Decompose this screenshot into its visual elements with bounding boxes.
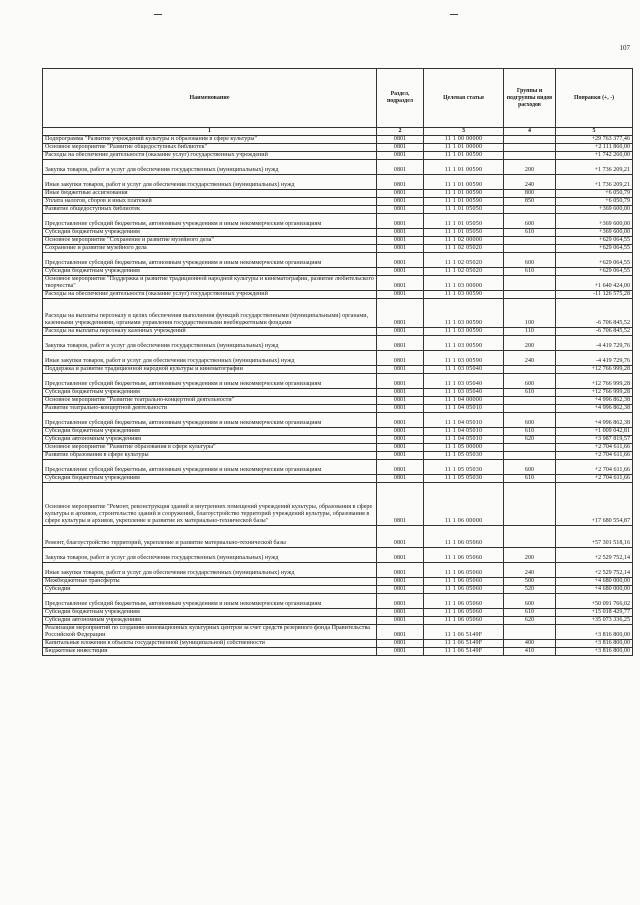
row-name: Закупка товаров, работ и услуг для обеспечения государственных (муниципальных) нужд [43, 160, 377, 175]
col-number: 1 [43, 128, 377, 136]
row-section: 0801 [377, 648, 424, 656]
row-group: 520 [504, 586, 556, 594]
scan-mark [450, 14, 458, 15]
row-target: 11 1 06 05060 [424, 594, 504, 609]
row-name: Ремонт, благоустройство территорий, укрепление и развитие материально-технической базы [43, 526, 377, 548]
row-group [504, 366, 556, 374]
row-amount: +12 766 999,28 [556, 389, 633, 397]
row-section: 0801 [377, 586, 424, 594]
table-row [43, 366, 633, 374]
table-row [43, 299, 633, 328]
row-amount: +2 704 611,66 [556, 452, 633, 460]
row-section: 0801 [377, 237, 424, 245]
row-name: Субсидии бюджетным учреждениям [43, 389, 377, 397]
row-target: 11 1 03 00590 [424, 299, 504, 328]
row-target: 11 1 06 05060 [424, 548, 504, 563]
row-target: 11 1 06 05060 [424, 609, 504, 617]
row-section: 0801 [377, 152, 424, 160]
row-amount: -4 419 729,76 [556, 351, 633, 366]
table-row [43, 526, 633, 548]
row-amount: +6 050,79 [556, 190, 633, 198]
row-name: Основное мероприятие "Развитие образования в сфере культуры" [43, 444, 377, 452]
row-section: 0801 [377, 460, 424, 475]
row-amount: +2 529 752,14 [556, 548, 633, 563]
row-section: 0801 [377, 640, 424, 648]
row-target: 11 1 06 05060 [424, 578, 504, 586]
row-target: 11 1 06 05060 [424, 586, 504, 594]
table-row [43, 336, 633, 351]
col-number: 4 [504, 128, 556, 136]
row-target: 11 1 01 00590 [424, 160, 504, 175]
col-number: 2 [377, 128, 424, 136]
row-amount: +1 736 209,21 [556, 160, 633, 175]
row-amount: +4 996 862,38 [556, 413, 633, 428]
table-row [43, 460, 633, 475]
row-target: 11 1 06 5149F [424, 640, 504, 648]
row-name: Основное мероприятие "Развитие общедоступных библиотек" [43, 144, 377, 152]
row-section: 0801 [377, 328, 424, 336]
row-group [504, 291, 556, 299]
table-row [43, 640, 633, 648]
row-group: 110 [504, 328, 556, 336]
row-name: Субсидии бюджетным учреждениям [43, 428, 377, 436]
row-group [504, 245, 556, 253]
row-name: Расходы на обеспечение деятельности (оказание услуг) государственных учреждений [43, 152, 377, 160]
row-target: 11 1 03 00000 [424, 276, 504, 291]
table-row [43, 144, 633, 152]
row-target: 11 1 01 00590 [424, 198, 504, 206]
row-target: 11 1 03 05040 [424, 374, 504, 389]
row-target: 11 1 05 05030 [424, 452, 504, 460]
row-target: 11 1 06 5149F [424, 625, 504, 640]
row-target: 11 1 01 00590 [424, 175, 504, 190]
row-section: 0801 [377, 175, 424, 190]
table-row [43, 413, 633, 428]
row-group [504, 237, 556, 245]
row-amount: +35 073 336,25 [556, 617, 633, 625]
row-name: Субсидии бюджетным учреждениям [43, 609, 377, 617]
table-row [43, 452, 633, 460]
row-name: Расходы на выплаты персоналу казенных учреждений [43, 328, 377, 336]
table-row [43, 136, 633, 144]
row-amount: -6 706 845,52 [556, 299, 633, 328]
table-row [43, 548, 633, 563]
col-number: 3 [424, 128, 504, 136]
row-name: Капитальные вложения в объекты государственной (муниципальной) собственности [43, 640, 377, 648]
row-name: Расходы на выплаты персоналу в целях обеспечения выполнения функций государственными (муниципальными) органами, казенными учреждениями, органами управления государственными внебюджетными фондами [43, 299, 377, 328]
row-amount: +2 704 611,66 [556, 444, 633, 452]
row-section: 0801 [377, 253, 424, 268]
row-name: Основное мероприятие "Развитие театрально-концертной деятельности" [43, 397, 377, 405]
row-name: Предоставление субсидий бюджетным, автономным учреждениям и иным некоммерческим организациям [43, 460, 377, 475]
row-name: Субсидии бюджетным учреждениям [43, 475, 377, 483]
row-name: Основное мероприятие "Ремонт, реконструкция зданий и внутренних помещений учреждений культуры, образования в сфере культуры и архивов, строительство зданий и сооружений, благоустройство территорий учреждений культуры, образования в сфере культуры и архивов, укрепление и развитие их материально-технической базы" [43, 483, 377, 526]
row-target: 11 1 01 05050 [424, 206, 504, 214]
row-target: 11 1 01 05050 [424, 229, 504, 237]
row-group [504, 397, 556, 405]
row-section: 0801 [377, 428, 424, 436]
row-name: Закупка товаров, работ и услуг для обеспечения государственных (муниципальных) нужд [43, 548, 377, 563]
table-row [43, 328, 633, 336]
row-target: 11 1 06 05060 [424, 526, 504, 548]
row-target: 11 1 04 05010 [424, 413, 504, 428]
table-row [43, 229, 633, 237]
row-amount: +1 640 424,00 [556, 276, 633, 291]
row-amount: +17 680 554,87 [556, 483, 633, 526]
row-section: 0801 [377, 190, 424, 198]
row-name: Закупка товаров, работ и услуг для обеспечения государственных (муниципальных) нужд [43, 336, 377, 351]
row-target: 11 1 05 05030 [424, 460, 504, 475]
row-target: 11 1 03 00590 [424, 336, 504, 351]
row-section: 0801 [377, 198, 424, 206]
budget-table [42, 68, 633, 656]
row-group: 200 [504, 548, 556, 563]
row-amount: -6 706 845,52 [556, 328, 633, 336]
table-row [43, 374, 633, 389]
row-group [504, 452, 556, 460]
row-target: 11 1 01 00590 [424, 190, 504, 198]
row-section: 0801 [377, 160, 424, 175]
row-group [504, 206, 556, 214]
row-amount: +1 742 260,00 [556, 152, 633, 160]
row-group: 600 [504, 253, 556, 268]
row-amount: +3 987 819,57 [556, 436, 633, 444]
row-amount: +3 816 800,00 [556, 625, 633, 640]
row-section: 0801 [377, 206, 424, 214]
row-section: 0801 [377, 229, 424, 237]
table-row [43, 563, 633, 578]
row-section: 0801 [377, 526, 424, 548]
row-group: 600 [504, 374, 556, 389]
row-target: 11 1 04 05010 [424, 436, 504, 444]
row-amount: +369 600,00 [556, 229, 633, 237]
row-group: 610 [504, 268, 556, 276]
row-group: 240 [504, 563, 556, 578]
row-name: Межбюджетные трансферты [43, 578, 377, 586]
table-row [43, 397, 633, 405]
row-name: Субсидии бюджетным учреждениям [43, 229, 377, 237]
row-target: 11 1 06 00000 [424, 483, 504, 526]
row-amount: +1 009 042,81 [556, 428, 633, 436]
row-name: Развитие общедоступных библиотек [43, 206, 377, 214]
row-group [504, 625, 556, 640]
row-group: 600 [504, 594, 556, 609]
row-target: 11 1 03 05040 [424, 389, 504, 397]
row-name: Предоставление субсидий бюджетным, автономным учреждениям и иным некоммерческим организациям [43, 594, 377, 609]
row-group [504, 136, 556, 144]
row-target: 11 1 03 00590 [424, 351, 504, 366]
row-amount: +6 050,79 [556, 198, 633, 206]
row-group: 610 [504, 475, 556, 483]
header-target: Целевая статья [424, 69, 504, 128]
row-amount: +629 064,55 [556, 253, 633, 268]
scan-mark [154, 14, 162, 15]
row-target: 11 1 06 05060 [424, 617, 504, 625]
row-amount: +629 064,55 [556, 268, 633, 276]
row-amount: +2 529 752,14 [556, 563, 633, 578]
row-target: 11 1 02 00000 [424, 237, 504, 245]
row-section: 0801 [377, 413, 424, 428]
table-row [43, 444, 633, 452]
row-amount: +12 766 999,28 [556, 374, 633, 389]
table-row [43, 160, 633, 175]
row-amount: -4 419 729,76 [556, 336, 633, 351]
row-target: 11 1 05 05030 [424, 475, 504, 483]
row-group [504, 483, 556, 526]
row-target: 11 1 00 00000 [424, 136, 504, 144]
row-amount: +50 091 766,02 [556, 594, 633, 609]
row-section: 0801 [377, 617, 424, 625]
row-section: 0801 [377, 563, 424, 578]
row-target: 11 1 06 05060 [424, 563, 504, 578]
row-group [504, 526, 556, 548]
row-name: Иные закупки товаров, работ и услуг для обеспечения государственных (муниципальных) нужд [43, 351, 377, 366]
page-number: 107 [619, 44, 630, 52]
row-amount: +2 704 611,66 [556, 475, 633, 483]
row-amount: +12 766 999,28 [556, 366, 633, 374]
row-group: 600 [504, 460, 556, 475]
table-row [43, 237, 633, 245]
row-group [504, 405, 556, 413]
row-section: 0801 [377, 336, 424, 351]
row-name: Расходы на обеспечение деятельности (оказание услуг) государственных учреждений [43, 291, 377, 299]
row-section: 0801 [377, 594, 424, 609]
row-section: 0801 [377, 483, 424, 526]
col-number: 5 [556, 128, 633, 136]
table-row [43, 214, 633, 229]
row-group: 610 [504, 229, 556, 237]
row-section: 0801 [377, 136, 424, 144]
row-group: 610 [504, 389, 556, 397]
row-target: 11 1 02 05020 [424, 268, 504, 276]
row-name: Уплата налогов, сборов и иных платежей [43, 198, 377, 206]
row-target: 11 1 03 05040 [424, 366, 504, 374]
row-group [504, 276, 556, 291]
row-amount: +369 600,00 [556, 206, 633, 214]
table-row [43, 405, 633, 413]
row-group: 620 [504, 436, 556, 444]
row-name: Предоставление субсидий бюджетным, автономным учреждениям и иным некоммерческим организациям [43, 214, 377, 229]
row-name: Субсидии автономным учреждениям [43, 617, 377, 625]
row-amount: +629 064,55 [556, 237, 633, 245]
row-section: 0801 [377, 578, 424, 586]
row-target: 11 1 05 00000 [424, 444, 504, 452]
table-row [43, 276, 633, 291]
row-target: 11 1 02 05020 [424, 245, 504, 253]
row-section: 0801 [377, 405, 424, 413]
row-group: 200 [504, 160, 556, 175]
table-header-row [43, 69, 633, 128]
row-group: 240 [504, 351, 556, 366]
row-group: 410 [504, 648, 556, 656]
row-group [504, 152, 556, 160]
row-name: Субсидии [43, 586, 377, 594]
table-row [43, 190, 633, 198]
row-target: 11 1 01 05050 [424, 214, 504, 229]
row-section: 0801 [377, 299, 424, 328]
table-row [43, 206, 633, 214]
row-group: 600 [504, 214, 556, 229]
row-amount: +3 816 800,00 [556, 640, 633, 648]
row-name: Основное мероприятие "Поддержка и развитие традиционной народной культуры и кинематографии, развитие любительского творчества" [43, 276, 377, 291]
row-group [504, 444, 556, 452]
table-row [43, 245, 633, 253]
row-section: 0801 [377, 291, 424, 299]
row-section: 0801 [377, 389, 424, 397]
row-section: 0801 [377, 268, 424, 276]
row-section: 0801 [377, 351, 424, 366]
header-name: Наименование [43, 69, 377, 128]
row-target: 11 1 01 00000 [424, 144, 504, 152]
table-row [43, 609, 633, 617]
row-name: Субсидии автономным учреждениям [43, 436, 377, 444]
row-name: Предоставление субсидий бюджетным, автономным учреждениям и иным некоммерческим организациям [43, 253, 377, 268]
table-row [43, 475, 633, 483]
row-group: 620 [504, 617, 556, 625]
row-name: Субсидии бюджетным учреждениям [43, 268, 377, 276]
row-name: Основное мероприятие "Сохранение и развитие музейного дела" [43, 237, 377, 245]
row-amount: +57 301 518,16 [556, 526, 633, 548]
row-amount: +29 763 377,46 [556, 136, 633, 144]
column-numbers-row [43, 128, 633, 136]
row-group: 600 [504, 413, 556, 428]
row-name: Реализация мероприятий по созданию инновационных культурных центров за счет средств резервного фонда Правительства Российской Федерации [43, 625, 377, 640]
table-row [43, 578, 633, 586]
row-amount: +15 018 429,77 [556, 609, 633, 617]
row-amount: +4 680 000,00 [556, 586, 633, 594]
table-row [43, 428, 633, 436]
row-name: Иные закупки товаров, работ и услуг для обеспечения государственных (муниципальных) нужд [43, 563, 377, 578]
row-target: 11 1 03 00590 [424, 328, 504, 336]
row-group: 610 [504, 609, 556, 617]
row-group: 800 [504, 190, 556, 198]
row-section: 0801 [377, 397, 424, 405]
row-name: Предоставление субсидий бюджетным, автономным учреждениям и иным некоммерческим организациям [43, 413, 377, 428]
table-row [43, 253, 633, 268]
row-amount: +2 704 611,66 [556, 460, 633, 475]
row-name: Сохранение и развитие музейного дела [43, 245, 377, 253]
header-amend: Поправки (+, -) [556, 69, 633, 128]
row-section: 0801 [377, 366, 424, 374]
row-target: 11 1 01 00590 [424, 152, 504, 160]
row-amount: +1 736 209,21 [556, 175, 633, 190]
row-section: 0801 [377, 609, 424, 617]
row-section: 0801 [377, 444, 424, 452]
header-group: Группы и подгруппы видов расходов [504, 69, 556, 128]
row-target: 11 1 04 05010 [424, 428, 504, 436]
table-row [43, 648, 633, 656]
row-group: 240 [504, 175, 556, 190]
row-group: 610 [504, 428, 556, 436]
row-section: 0801 [377, 276, 424, 291]
row-group: 850 [504, 198, 556, 206]
row-section: 0801 [377, 436, 424, 444]
table-row [43, 268, 633, 276]
table-row [43, 594, 633, 609]
row-section: 0801 [377, 548, 424, 563]
row-amount: +3 816 800,00 [556, 648, 633, 656]
row-group: 200 [504, 336, 556, 351]
table-row [43, 198, 633, 206]
row-name: Бюджетные инвестиции [43, 648, 377, 656]
row-name: Иные закупки товаров, работ и услуг для обеспечения государственных (муниципальных) нужд [43, 175, 377, 190]
row-name: Подпрограмма "Развитие учреждений культуры и образования в сфере культуры" [43, 136, 377, 144]
table-row [43, 291, 633, 299]
table-row [43, 436, 633, 444]
row-group: 500 [504, 578, 556, 586]
table-row [43, 625, 633, 640]
table-row [43, 483, 633, 526]
row-name: Предоставление субсидий бюджетным, автономным учреждениям и иным некоммерческим организациям [43, 374, 377, 389]
row-amount: +2 111 860,00 [556, 144, 633, 152]
row-name: Поддержка и развитие традиционной народной культуры и кинематографии [43, 366, 377, 374]
row-name: Иные бюджетные ассигнования [43, 190, 377, 198]
table-row [43, 175, 633, 190]
row-amount: +629 064,55 [556, 245, 633, 253]
row-group: 400 [504, 640, 556, 648]
table-row [43, 586, 633, 594]
row-amount: +4 680 000,00 [556, 578, 633, 586]
row-section: 0801 [377, 144, 424, 152]
row-amount: +4 996 862,38 [556, 405, 633, 413]
row-name: Развитие образования в сфере культуры [43, 452, 377, 460]
table-row [43, 152, 633, 160]
row-target: 11 1 06 5149F [424, 648, 504, 656]
table-row [43, 351, 633, 366]
row-amount: +4 996 862,38 [556, 397, 633, 405]
row-target: 11 1 04 00000 [424, 397, 504, 405]
row-target: 11 1 02 05020 [424, 253, 504, 268]
row-section: 0801 [377, 452, 424, 460]
row-group: 100 [504, 299, 556, 328]
row-target: 11 1 03 00590 [424, 291, 504, 299]
row-section: 0801 [377, 625, 424, 640]
row-amount: -11 126 575,28 [556, 291, 633, 299]
header-section: Раздел, подраздел [377, 69, 424, 128]
row-section: 0801 [377, 475, 424, 483]
row-name: Развитие театрально-концертной деятельности [43, 405, 377, 413]
table-row [43, 389, 633, 397]
row-section: 0801 [377, 245, 424, 253]
row-target: 11 1 04 05010 [424, 405, 504, 413]
row-section: 0801 [377, 214, 424, 229]
row-amount: +369 600,00 [556, 214, 633, 229]
row-group [504, 144, 556, 152]
table-row [43, 617, 633, 625]
row-section: 0801 [377, 374, 424, 389]
